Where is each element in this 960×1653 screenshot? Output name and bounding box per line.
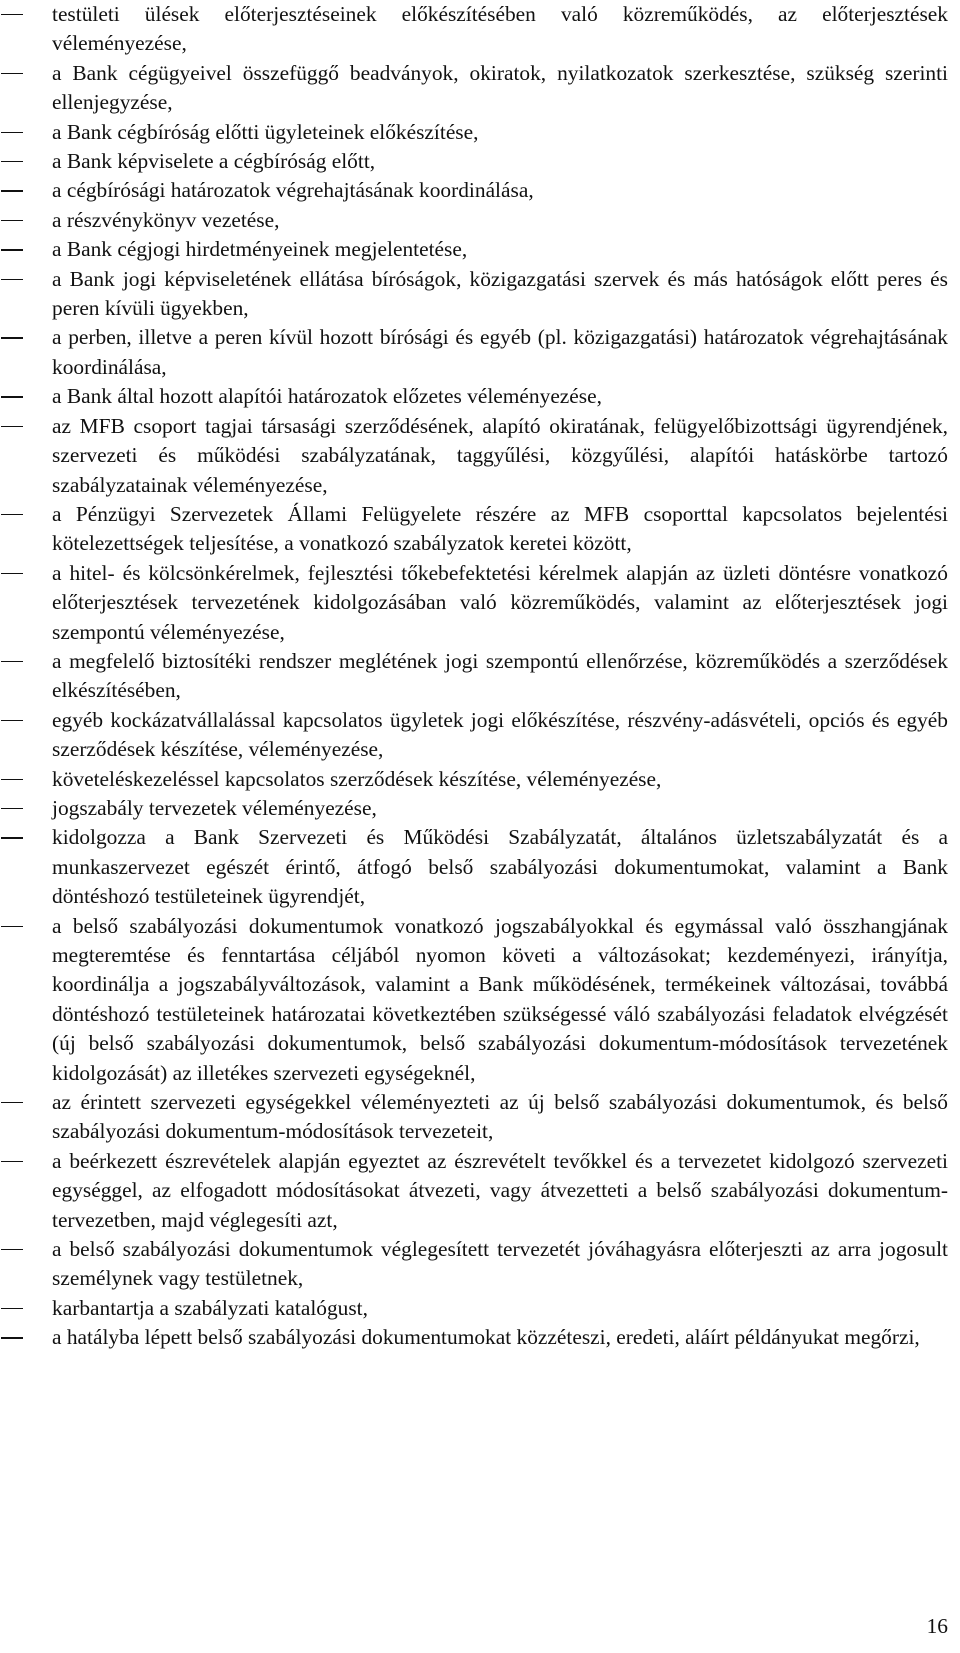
list-item-text: az érintett szervezeti egységekkel véleményezteti az új belső szabályozási dokumentumok, és belső szabályozási dokumentum-módosítások tervezeteit, (52, 1090, 948, 1144)
dash-bullet-icon (1, 337, 23, 338)
list-item (0, 794, 960, 823)
dash-bullet-icon (1, 573, 23, 574)
list-item-text: az MFB csoport tagjai társasági szerződésének, alapító okiratának, felügyelőbizottsági ügyrendjének, szervezeti és működési szabályzatának, taggyűlési, közgyűlési, alapítói hatáskörbe tartozó szabályzatainak véleményezése, (52, 413, 948, 497)
list-item (0, 559, 960, 647)
list-item-text: karbantartja a szabályzati katalógust, (52, 1295, 368, 1320)
list-item (0, 176, 960, 205)
list-item-text: a beérkezett észrevételek alapján egyeztet az észrevételt tevőkkel és a tervezetet kidolgozó szervezeti egységgel, az elfogadott módosításokat átvezeti, vagy átvezetteti a belső szabályozási dokumentum-tervezetben, majd véglegesíti azt, (52, 1148, 948, 1232)
dash-bullet-icon (1, 14, 23, 15)
dash-bullet-icon (1, 220, 23, 221)
list-item-text: egyéb kockázatvállalással kapcsolatos ügyletek jogi előkészítése, részvény-adásvételi, opciós és egyéb szerződések készítése, véleményezése, (52, 707, 948, 762)
dash-bullet-icon (1, 514, 23, 515)
dash-bullet-icon (1, 1337, 23, 1338)
dash-bullet-icon (1, 837, 23, 838)
dash-bullet-icon (1, 1102, 23, 1103)
list-item-text: kidolgozza a Bank Szervezeti és Működési Szabályzatát, általános üzletszabályzatát és a munkaszervezet egészét érintő, átfogó belső szabályozási dokumentumokat, valamint a Bank döntéshozó testületeinek ügyrendjét, (52, 825, 948, 909)
list-item-text: a hitel- és kölcsönkérelmek, fejlesztési tőkebefektetési kérelmek alapján az üzleti döntésre vonatkozó előterjesztések tervezetének kidolgozásában való közreműködés, valamint az előterjesztések jogi szempontú véleményezése, (52, 560, 948, 644)
list-item (0, 265, 960, 324)
list-item (0, 1147, 960, 1235)
list-item-text: a belső szabályozási dokumentumok véglegesített tervezetét jóváhagyásra előterjeszti az arra jogosult személynek vagy testületnek, (52, 1237, 948, 1291)
list-item (0, 206, 960, 235)
dash-bullet-icon (1, 161, 23, 162)
list-item (0, 706, 960, 765)
dash-bullet-icon (1, 779, 23, 780)
dash-bullet-icon (1, 132, 23, 133)
dash-bullet-icon (1, 249, 23, 250)
dash-bullet-icon (1, 661, 23, 662)
dash-bullet-icon (1, 396, 23, 397)
list-item-text: a Bank által hozott alapítói határozatok előzetes véleményezése, (52, 384, 602, 409)
dash-bullet-icon (1, 1249, 23, 1250)
list-item-text: testületi ülések előterjesztéseinek előkészítésében való közreműködés, az előterjesztések véleményezése, (52, 2, 948, 56)
dash-bullet-icon (1, 73, 23, 74)
dash-bullet-icon (1, 808, 23, 809)
list-item-text: a Bank cégügyeivel összefüggő beadványok, okiratok, nyilatkozatok szerkesztése, szükség szerinti ellenjegyzése, (52, 60, 948, 115)
list-item-text: a Bank cégjogi hirdetményeinek megjelentetése, (52, 237, 468, 262)
list-item (0, 647, 960, 706)
list-item (0, 500, 960, 559)
list-item (0, 823, 960, 911)
dash-bullet-icon (1, 190, 23, 191)
list-item (0, 912, 960, 1088)
page-number: 16 (926, 1614, 948, 1638)
list-item-text: a Bank cégbíróság előtti ügyleteinek előkészítése, (52, 119, 479, 144)
list-item (0, 765, 960, 794)
list-item-text: a perben, illetve a peren kívül hozott bírósági és egyéb (pl. közigazgatási) határozatok végrehajtásának koordinálása, (52, 325, 948, 379)
list-item-text: követeléskezeléssel kapcsolatos szerződések készítése, véleményezése, (52, 766, 662, 791)
dash-bullet-icon (1, 426, 23, 427)
list-item (0, 412, 960, 500)
list-item (0, 147, 960, 176)
dash-bullet-icon (1, 279, 23, 280)
list-item-text: a megfelelő biztosítéki rendszer meglétének jogi szempontú ellenőrzése, közreműködés a szerződések elkészítésében, (52, 648, 948, 703)
list-item (0, 382, 960, 411)
list-item-text: a hatályba lépett belső szabályozási dokumentumokat közzéteszi, eredeti, aláírt példányukat megőrzi, (52, 1325, 920, 1350)
list-item (0, 1294, 960, 1323)
list-item (0, 118, 960, 147)
list-item-text: a belső szabályozási dokumentumok vonatkozó jogszabályokkal és egymással való összhangjának megteremtése és fenntartása céljából nyomon követi a változásokat; kezdeményezi, irányítja, koordinálja a jogszabályváltozások, valamint a Bank működésének, termékeinek változásai, továbbá döntéshozó testületeinek határozatai következtében szükségessé váló szabályozási feladatok elvégzését (új belső szabályozási dokumentumok, belső szabályozási dokumentum-módosítások tervezetének kidolgozását) az illetékes szervezeti egységeknél, (52, 913, 948, 1085)
dash-bullet-icon (1, 1308, 23, 1309)
list-item-text: a Pénzügyi Szervezetek Állami Felügyelete részére az MFB csoporttal kapcsolatos bejelentési kötelezettségek teljesítése, a vonatkozó szabályzatok keretei között, (52, 501, 948, 556)
list-item-text: a részvénykönyv vezetése, (52, 207, 280, 232)
list-item-text: a Bank képviselete a cégbíróság előtt, (52, 149, 376, 174)
list-item (0, 1235, 960, 1294)
dash-bullet-icon (1, 1161, 23, 1162)
list-item (0, 59, 960, 118)
list-item (0, 1323, 960, 1352)
list-item-text: a Bank jogi képviseletének ellátása bíróságok, közigazgatási szervek és más hatóságok előtt peres és peren kívüli ügyekben, (52, 266, 948, 321)
list-item-text: a cégbírósági határozatok végrehajtásának koordinálása, (52, 178, 534, 203)
list-item (0, 323, 960, 382)
dash-bullet-icon (1, 926, 23, 927)
list-item (0, 235, 960, 264)
dash-bullet-icon (1, 720, 23, 721)
list-item (0, 0, 960, 59)
list-item-text: jogszabály tervezetek véleményezése, (52, 795, 377, 820)
list-item (0, 1088, 960, 1147)
